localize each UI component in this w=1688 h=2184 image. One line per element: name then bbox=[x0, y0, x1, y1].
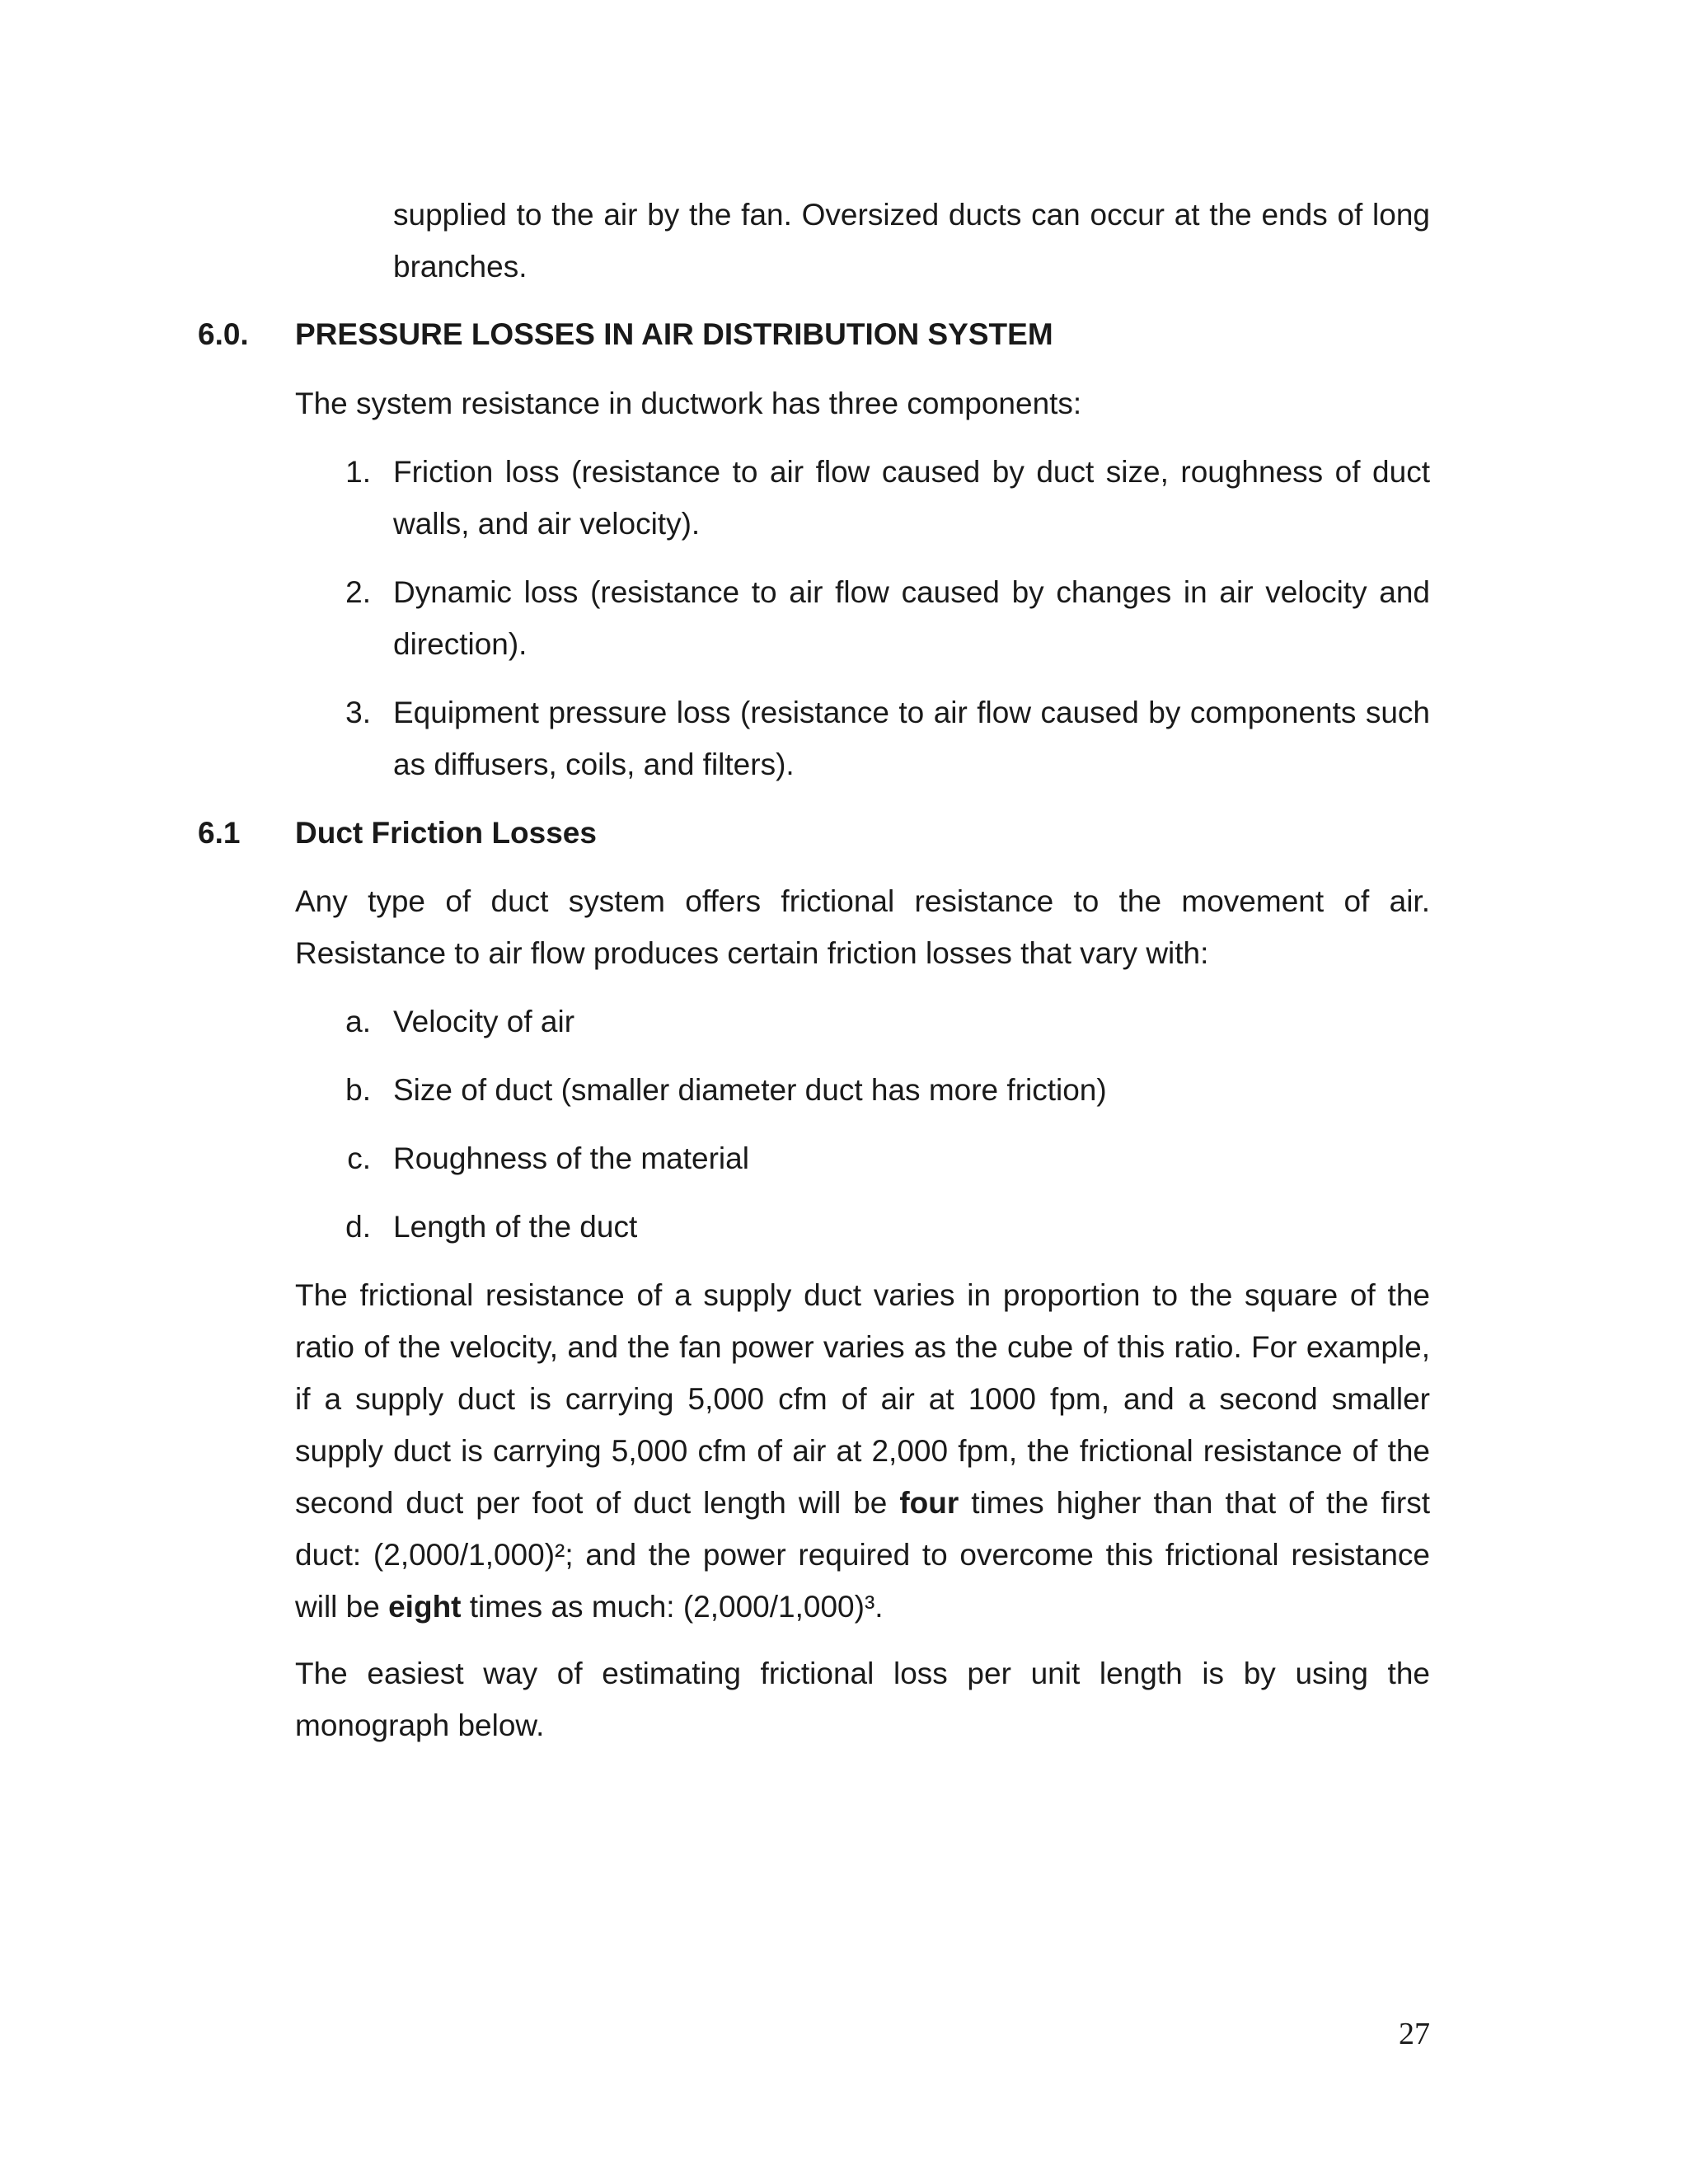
page-number: 27 bbox=[1399, 2017, 1430, 2051]
closing-paragraph: The easiest way of estimating frictional loss per unit length is by using the monograph below. bbox=[295, 1657, 1430, 1742]
list-marker-d: d. bbox=[345, 1210, 371, 1244]
section-6-0-title: PRESSURE LOSSES IN AIR DISTRIBUTION SYSTEM bbox=[295, 317, 1053, 351]
body-text-part-2: times higher than that of the first duct: (2,000/1,000)²; and the power required to overcome this frictional resistance will be bbox=[295, 1486, 1430, 1624]
bold-word-eight: eight bbox=[388, 1590, 462, 1624]
list-marker-3: 3. bbox=[345, 696, 371, 729]
list-marker-2: 2. bbox=[345, 575, 371, 609]
section-6-1-number: 6.1 bbox=[198, 816, 241, 850]
intro-continuation: supplied to the air by the fan. Oversized ducts can occur at the ends of long branches. bbox=[393, 198, 1430, 284]
body-text-part-3: times as much: (2,000/1,000)³. bbox=[461, 1590, 884, 1624]
friction-explanation-paragraph bbox=[295, 1269, 1430, 1633]
list-marker-c: c. bbox=[347, 1141, 371, 1175]
list-item-a: Velocity of air bbox=[393, 1005, 575, 1038]
list-marker-1: 1. bbox=[345, 455, 371, 489]
list-marker-b: b. bbox=[345, 1073, 371, 1107]
section-6-1-title: Duct Friction Losses bbox=[295, 816, 597, 850]
section-6-0-intro: The system resistance in ductwork has three components: bbox=[295, 387, 1082, 420]
section-6-0-number: 6.0. bbox=[198, 317, 249, 351]
list-item-2: Dynamic loss (resistance to air flow caused by changes in air velocity and direction). bbox=[393, 575, 1430, 661]
bold-word-four: four bbox=[899, 1486, 959, 1520]
section-6-1-intro: Any type of duct system offers frictional resistance to the movement of air. Resistance to air flow produces certain friction losses that vary with: bbox=[295, 884, 1430, 970]
list-item-b: Size of duct (smaller diameter duct has more friction) bbox=[393, 1073, 1107, 1107]
body-text-part-1: The frictional resistance of a supply duct varies in proportion to the square of the ratio of the velocity, and the fan power varies as the cube of this ratio. For example, if a supply duct is carrying 5,000 cfm of air at 1000 fpm, and a second smaller supply duct is carrying 5,000 cfm of air at 2,000 fpm, the frictional resistance of the second duct per foot of duct length will be bbox=[295, 1278, 1430, 1520]
list-item-d: Length of the duct bbox=[393, 1210, 638, 1244]
list-item-c: Roughness of the material bbox=[393, 1141, 749, 1175]
list-item-3: Equipment pressure loss (resistance to air flow caused by components such as diffusers, coils, and filters). bbox=[393, 696, 1430, 781]
list-item-1: Friction loss (resistance to air flow caused by duct size, roughness of duct walls, and air velocity). bbox=[393, 455, 1430, 541]
list-marker-a: a. bbox=[345, 1005, 371, 1038]
